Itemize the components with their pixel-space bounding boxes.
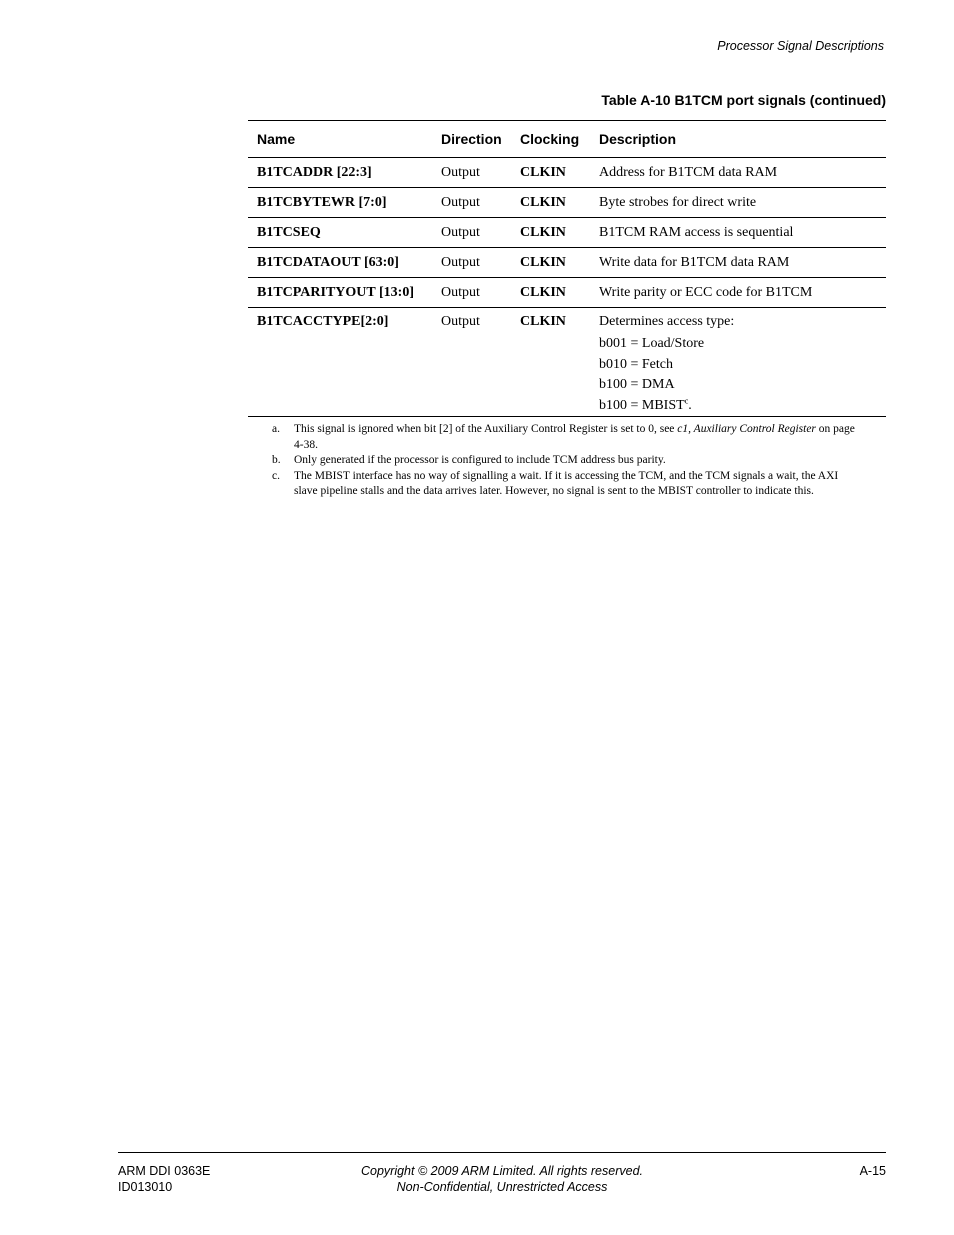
column-header-name: Name — [248, 121, 432, 158]
table-row — [248, 248, 886, 278]
signal-direction: Output — [432, 158, 511, 188]
signal-clocking: CLKIN — [511, 248, 590, 278]
signal-description: Write parity or ECC code for B1TCM — [590, 278, 886, 308]
running-header: Processor Signal Descriptions — [717, 39, 884, 53]
signal-name: B1TCACCTYPE[2:0] — [257, 314, 389, 329]
description-line: Determines access type: — [599, 314, 735, 329]
signal-table — [248, 120, 886, 417]
signal-direction: Output — [432, 248, 511, 278]
column-header-direction: Direction — [432, 121, 511, 158]
signal-clocking: CLKIN — [511, 218, 590, 248]
signal-name: B1TCSEQ — [248, 218, 432, 248]
page-number: A-15 — [859, 1164, 886, 1178]
footnote — [272, 422, 862, 453]
signal-name: B1TCADDR [22:3] — [248, 158, 432, 188]
signal-clocking: CLKIN — [511, 158, 590, 188]
description-line: b001 = Load/Store — [599, 336, 705, 351]
signal-name: B1TCPARITYOUT [13:0] — [248, 278, 432, 308]
doc-id: ID013010 — [118, 1180, 173, 1194]
signal-direction: Output — [432, 188, 511, 218]
signal-description: Byte strobes for direct write — [590, 188, 886, 218]
description-line: b100 = DMA — [599, 377, 675, 392]
description-text: b100 = MBIST — [599, 397, 685, 413]
signal-clocking: CLKIN — [511, 278, 590, 308]
footnote-label: a. — [272, 423, 280, 435]
footnote-text: Only generated if the processor is configured to include TCM address bus parity. — [294, 454, 666, 466]
column-header-description: Description — [590, 121, 886, 158]
footnotes — [272, 422, 862, 500]
signal-name: B1TCDATAOUT [63:0] — [248, 248, 432, 278]
signal-clocking: CLKIN — [520, 314, 566, 329]
signal-direction: Output — [432, 218, 511, 248]
table-header-row — [248, 121, 886, 158]
description-text: . — [688, 397, 692, 413]
footnote-label: c. — [272, 469, 280, 482]
column-header-clocking: Clocking — [511, 121, 590, 158]
signal-description: Write data for B1TCM data RAM — [590, 248, 886, 278]
signal-description: Address for B1TCM data RAM — [590, 158, 886, 188]
doc-number: ARM DDI 0363E — [118, 1164, 211, 1178]
table-row — [248, 158, 886, 188]
footnote — [272, 453, 862, 469]
signal-direction: Output — [432, 278, 511, 308]
footer-divider — [118, 1152, 886, 1153]
copyright-text: Copyright © 2009 ARM Limited. All rights reserved. — [360, 1164, 643, 1178]
signal-description: B1TCM RAM access is sequential — [590, 218, 886, 248]
table-row — [248, 188, 886, 218]
access-text: Non-Confidential, Unrestricted Access — [396, 1180, 608, 1194]
footnote-text: The MBIST interface has no way of signalling a wait. If it is accessing the TCM, and the TCM signals a wait, the AXI slave pipeline stalls and the data arrives later. However, no signal is sent to the MBIST controller to indicate this. — [294, 469, 839, 497]
table-row — [248, 308, 886, 417]
footer-copyright — [0, 1163, 954, 1195]
signal-name: B1TCBYTEWR [7:0] — [248, 188, 432, 218]
table-row — [248, 278, 886, 308]
signal-direction: Output — [441, 314, 480, 329]
footnote-label: b. — [272, 454, 281, 466]
cross-reference-link[interactable]: c1, Auxiliary Control Register — [677, 423, 816, 435]
signal-description — [590, 308, 886, 417]
footnote — [272, 469, 862, 500]
table-caption: Table A-10 B1TCM port signals (continued) — [601, 92, 886, 108]
description-line: b010 = Fetch — [599, 356, 673, 372]
table-row — [248, 218, 886, 248]
footnote-text-part: This signal is ignored when bit [2] of the Auxiliary Control Register is set to 0, see — [294, 423, 678, 435]
footnote-text-part: on page 4-38. — [294, 423, 855, 451]
footnote-ref: c — [684, 395, 689, 405]
signal-clocking: CLKIN — [511, 188, 590, 218]
footnote-text — [294, 422, 862, 453]
description-line — [599, 396, 886, 417]
